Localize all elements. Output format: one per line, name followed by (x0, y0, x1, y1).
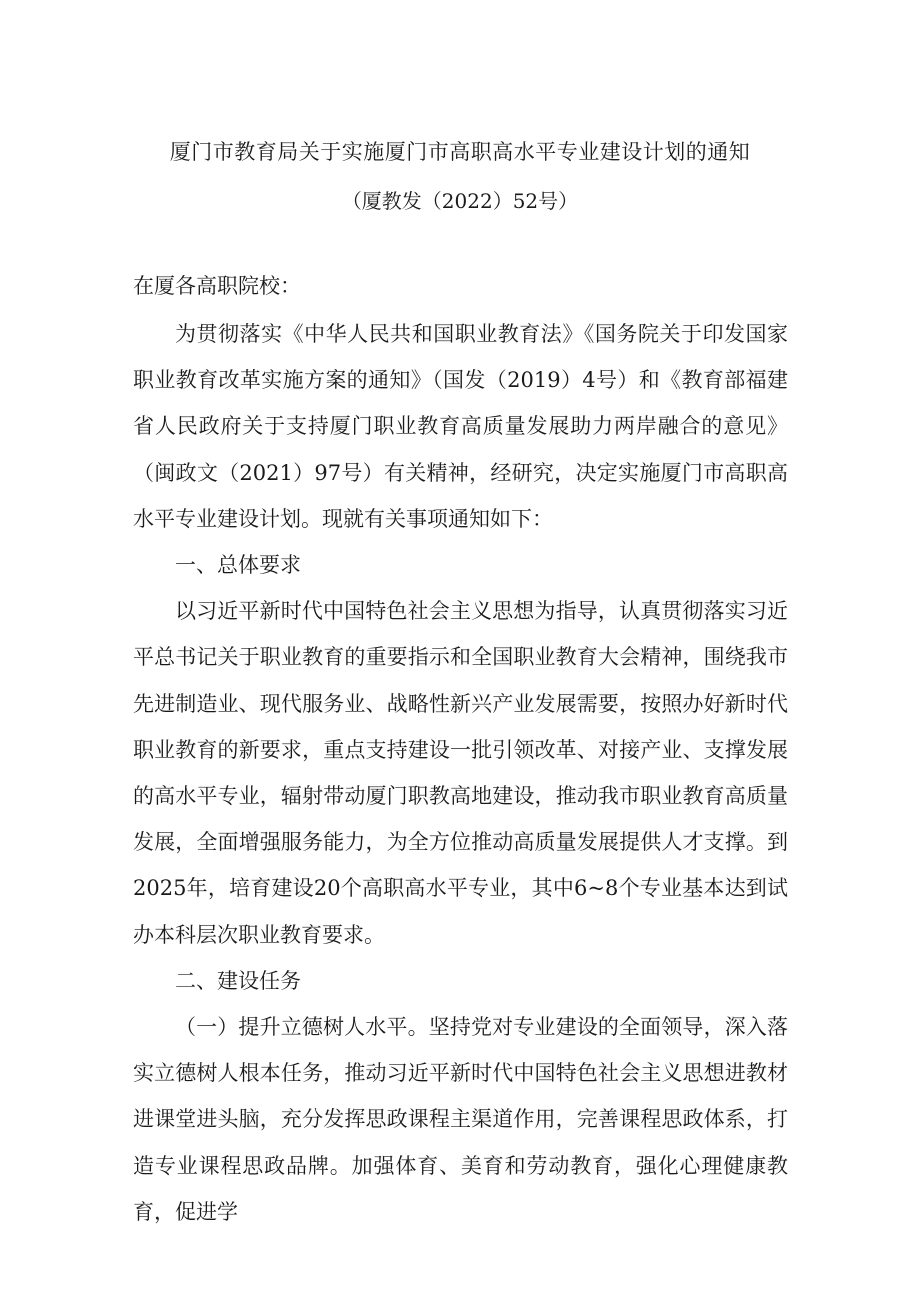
paragraph-intro: 为贯彻落实《中华人民共和国职业教育法》《国务院关于印发国家职业教育改革实施方案的通知》（国发（2019）4号）和《教育部福建省人民政府关于支持厦门职业教育高质量发展助力两岸融合的意见》（闽政文（2021）97号）有关精神，经研究，决定实施厦门市高职高水平专业建设计划。现就有关事项通知如下： (133, 322, 788, 531)
document-title: 厦门市教育局关于实施厦门市高职高水平专业建设计划的通知 (169, 140, 751, 164)
section-heading-2: 二、建设任务 (175, 968, 301, 993)
paragraph-general-requirements: 以习近平新时代中国特色社会主义思想为指导，认真贯彻落实习近平总书记关于职业教育的重要指示和全国职业教育大会精神，围绕我市先进制造业、现代服务业、战略性新兴产业发展需要，按照办好新时代职业教育的新要求，重点支持建设一批引领改革、对接产业、支撑发展的高水平专业，辐射带动厦门职教高地建设，推动我市职业教育高质量发展，全面增强服务能力，为全方位推动高质量发展提供人才支撑。到2025年，培育建设20个高职高水平专业，其中6~8个专业基本达到试办本科层次职业教育要求。 (133, 599, 788, 947)
paragraph-task-1: （一）提升立德树人水平。坚持党对专业建设的全面领导，深入落实立德树人根本任务，推动习近平新时代中国特色社会主义思想进教材进课堂进头脑，充分发挥思政课程主渠道作用，完善课程思政体系，打造专业课程思政品牌。加强体育、美育和劳动教育，强化心理健康教育，促进学 (133, 1015, 788, 1224)
section-heading-1: 一、总体要求 (175, 553, 301, 578)
document-body (133, 311, 788, 1235)
addressee: 在厦各高职院校： (133, 274, 301, 298)
document-number: （厦教发（2022）52号） (341, 189, 579, 213)
